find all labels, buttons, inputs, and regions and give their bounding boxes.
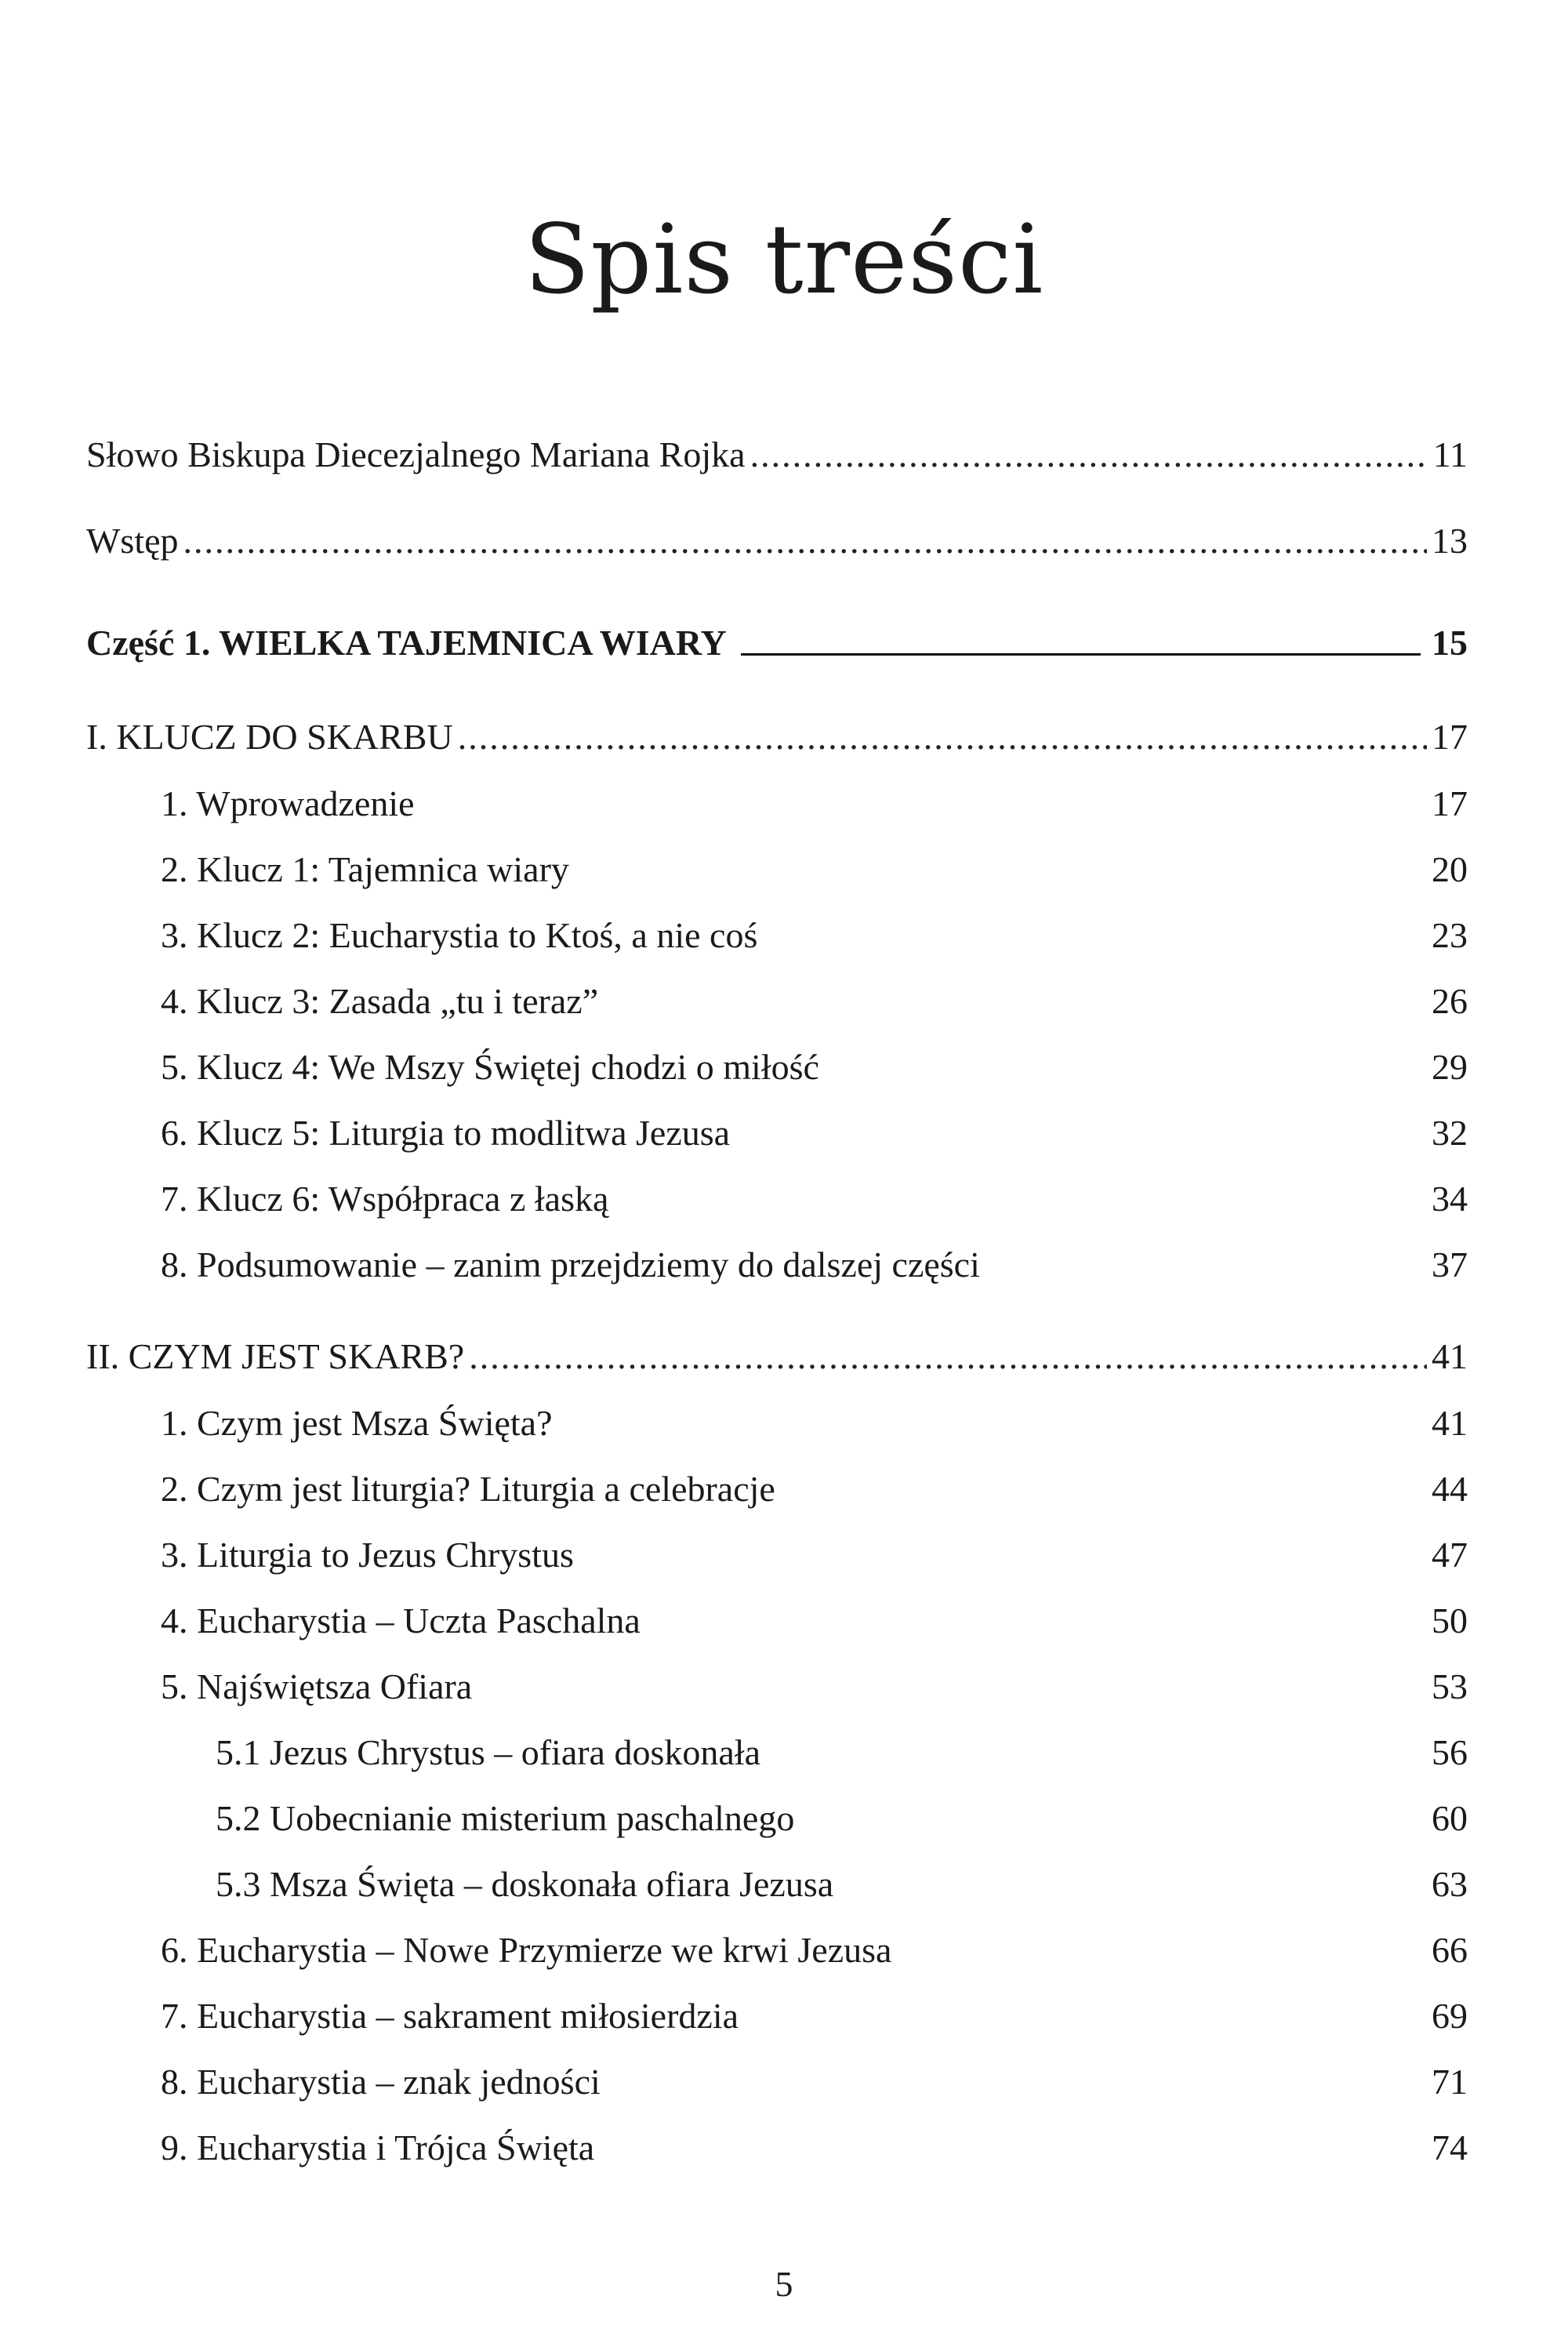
toc-entry-page: 41	[1432, 1336, 1468, 1376]
toc-entry	[161, 1106, 1468, 1161]
page-number: 5	[775, 2264, 793, 2304]
toc-entry-page: 71	[1432, 2062, 1468, 2102]
toc-entry-page: 37	[1432, 1245, 1468, 1285]
toc-entry-label: II. CZYM JEST SKARB?	[86, 1336, 465, 1376]
toc-entry-page: 20	[1432, 849, 1468, 889]
toc-dot-leader	[458, 710, 1427, 765]
toc-entry-label: 2. Czym jest liturgia? Liturgia a celebracje	[161, 1469, 775, 1509]
toc-entry-page: 44	[1432, 1469, 1468, 1509]
toc-entry	[161, 1462, 1468, 1517]
toc-entry-page: 74	[1432, 2128, 1468, 2167]
toc-entry-page: 69	[1432, 1996, 1468, 2036]
toc-entry-page: 63	[1432, 1864, 1468, 1904]
toc-entry-label: 8. Eucharystia – znak jedności	[161, 2062, 601, 2102]
toc-entry	[161, 1172, 1468, 1226]
toc-entry	[161, 1396, 1468, 1451]
toc-rule-leader	[741, 653, 1421, 656]
toc-dot-leader	[469, 1329, 1427, 1384]
page-title: Spis treści	[524, 204, 1044, 315]
toc-entry	[161, 1040, 1468, 1095]
toc-entry-page: 47	[1432, 1535, 1468, 1575]
toc-subentry	[216, 1791, 1468, 1846]
toc-entry-label: 3. Klucz 2: Eucharystia to Ktoś, a nie coś	[161, 915, 758, 955]
toc-entry-page: 29	[1432, 1047, 1468, 1087]
toc-entry-label: 3. Liturgia to Jezus Chrystus	[161, 1535, 574, 1575]
toc-entry-label: Słowo Biskupa Diecezjalnego Mariana Rojka	[86, 434, 746, 474]
toc-entry-label: 7. Eucharystia – sakrament miłosierdzia	[161, 1996, 739, 2036]
toc-entry-introduction	[86, 514, 1468, 569]
toc-entry	[161, 1989, 1468, 2044]
toc-entry-label: I. KLUCZ DO SKARBU	[86, 717, 453, 757]
toc-entry-label: 2. Klucz 1: Tajemnica wiary	[161, 849, 569, 889]
toc-entry-label: 9. Eucharystia i Trójca Święta	[161, 2128, 595, 2167]
toc-entry-page: 41	[1432, 1403, 1468, 1443]
toc-entry-page: 13	[1432, 521, 1468, 561]
toc-entry-label: 5. Klucz 4: We Mszy Świętej chodzi o miłość	[161, 1047, 819, 1087]
toc-entry	[161, 974, 1468, 1029]
toc-chapter-heading	[86, 1329, 1468, 1384]
toc-entry-page: 60	[1432, 1798, 1468, 1838]
toc-entry-label: 5.3 Msza Święta – doskonała ofiara Jezusa	[216, 1864, 834, 1904]
toc-entry-label: 6. Eucharystia – Nowe Przymierze we krwi Jezusa	[161, 1930, 892, 1970]
toc-subentry	[216, 1725, 1468, 1780]
toc-entry-page: 15	[1432, 623, 1468, 663]
toc-entry-label: 1. Czym jest Msza Święta?	[161, 1403, 553, 1443]
toc-entry-page: 66	[1432, 1930, 1468, 1970]
toc-entry-page: 26	[1432, 981, 1468, 1021]
toc-entry-page: 32	[1432, 1113, 1468, 1153]
toc-entry-page: 23	[1432, 915, 1468, 955]
toc-entry	[161, 776, 1468, 831]
toc-entry-label: 4. Klucz 3: Zasada „tu i teraz”	[161, 981, 599, 1021]
toc-entry-label: Wstęp	[86, 521, 179, 561]
toc-part-heading	[86, 616, 1468, 670]
toc-entry-label: Część 1. WIELKA TAJEMNICA WIARY	[86, 623, 727, 663]
toc-entry-label: 5.1 Jezus Chrystus – ofiara doskonała	[216, 1732, 760, 1772]
toc-entry-label: 5.2 Uobecnianie misterium paschalnego	[216, 1798, 795, 1838]
toc-entry	[161, 1593, 1468, 1648]
toc-entry-page: 17	[1432, 717, 1468, 757]
toc-entry	[161, 1659, 1468, 1714]
toc-entry-page: 50	[1432, 1601, 1468, 1641]
toc-entry-label: 5. Najświętsza Ofiara	[161, 1666, 473, 1706]
toc-entry-page: 56	[1432, 1732, 1468, 1772]
toc-entry-label: 8. Podsumowanie – zanim przejdziemy do dalszej części	[161, 1245, 980, 1285]
toc-entry-page: 11	[1432, 434, 1468, 474]
toc-chapter-heading	[86, 710, 1468, 765]
toc-entry	[161, 908, 1468, 963]
toc-entry	[161, 842, 1468, 897]
toc-entry	[161, 2055, 1468, 2109]
toc-entry-page: 53	[1432, 1666, 1468, 1706]
toc-entry-label: 1. Wprowadzenie	[161, 783, 415, 823]
toc-entry	[161, 1923, 1468, 1978]
toc-entry-page: 34	[1432, 1179, 1468, 1219]
toc-dot-leader	[183, 514, 1427, 569]
toc-entry-page: 17	[1432, 783, 1468, 823]
toc-entry-foreword	[86, 427, 1468, 482]
toc-dot-leader	[750, 427, 1428, 482]
toc-entry-label: 7. Klucz 6: Współpraca z łaską	[161, 1179, 609, 1219]
toc-entry	[161, 2120, 1468, 2175]
toc-entry	[161, 1237, 1468, 1292]
toc-entry-label: 4. Eucharystia – Uczta Paschalna	[161, 1601, 641, 1641]
toc-entry	[161, 1528, 1468, 1582]
toc-subentry	[216, 1857, 1468, 1912]
toc-entry-label: 6. Klucz 5: Liturgia to modlitwa Jezusa	[161, 1113, 731, 1153]
